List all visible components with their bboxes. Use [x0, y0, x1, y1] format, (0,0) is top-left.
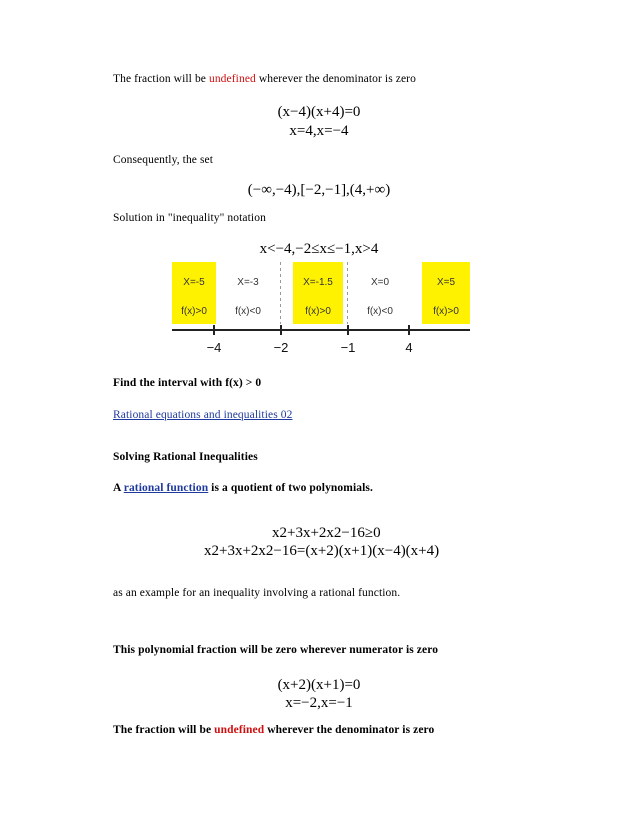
top-label: X=-1.5 [303, 277, 333, 288]
equation-3-line-1: (x+2)(x+1)=0 [277, 677, 361, 693]
number-line-figure [172, 262, 470, 366]
tick-label: 4 [405, 340, 413, 355]
divider [347, 262, 348, 324]
example-text: as an example for an inequality involving a rational function. [113, 587, 401, 599]
rational-function-link[interactable]: rational function [123, 482, 209, 494]
solution-inequality: x<−4,−2≤x≤−1,x>4 [259, 241, 379, 257]
tick [408, 325, 410, 335]
tick-label: −4 [206, 340, 222, 355]
number-line-axis [172, 329, 470, 331]
bottom-label: f(x)<0 [367, 306, 393, 317]
top-label: X=0 [370, 277, 390, 288]
undefined-word: undefined [214, 724, 265, 736]
bottom-label: f(x)>0 [181, 306, 207, 317]
top-label: X=5 [436, 277, 456, 288]
equation-1-line-2: x=4,x=−4 [289, 123, 349, 139]
top-label: X=-3 [237, 277, 259, 288]
rational-equations-link[interactable]: Rational equations and inequalities 02 [113, 409, 293, 421]
tick [347, 325, 349, 335]
undefined-paragraph-1 [113, 73, 416, 85]
equation-2-line-1: x2+3x+2x2−16≥0 [272, 525, 381, 541]
consequently-text: Consequently, the set [113, 154, 214, 166]
text: wherever the denominator is zero [255, 73, 416, 85]
section-heading: Solving Rational Inequalities [113, 451, 258, 463]
tick-label: −2 [273, 340, 289, 355]
text: The fraction will be [113, 73, 209, 85]
divider [280, 262, 281, 324]
equation-1-line-1: (x−4)(x+4)=0 [277, 104, 361, 120]
bottom-label: f(x)>0 [305, 306, 331, 317]
top-label: X=-5 [183, 277, 205, 288]
bottom-label: f(x)<0 [235, 306, 261, 317]
zero-numerator-text: This polynomial fraction will be zero wherever numerator is zero [113, 644, 439, 656]
find-interval-text: Find the interval with f(x) > 0 [113, 377, 262, 389]
tick [213, 325, 215, 335]
equation-3-line-2: x=−2,x=−1 [285, 695, 353, 711]
equation-2-line-2: x2+3x+2x2−16=(x+2)(x+1)(x−4)(x+4) [204, 543, 440, 559]
undefined-paragraph-2: The fraction will be undefined wherever the denominator is zero [113, 724, 435, 736]
bottom-label: f(x)>0 [433, 306, 459, 317]
solution-set: (−∞,−4),[−2,−1],(4,+∞) [247, 182, 391, 198]
rational-function-definition: A rational function is a quotient of two polynomials. [113, 482, 373, 494]
undefined-word: undefined [208, 73, 256, 85]
tick [280, 325, 282, 335]
solution-label: Solution in "inequality" notation [113, 212, 266, 224]
tick-label: −1 [340, 340, 356, 355]
